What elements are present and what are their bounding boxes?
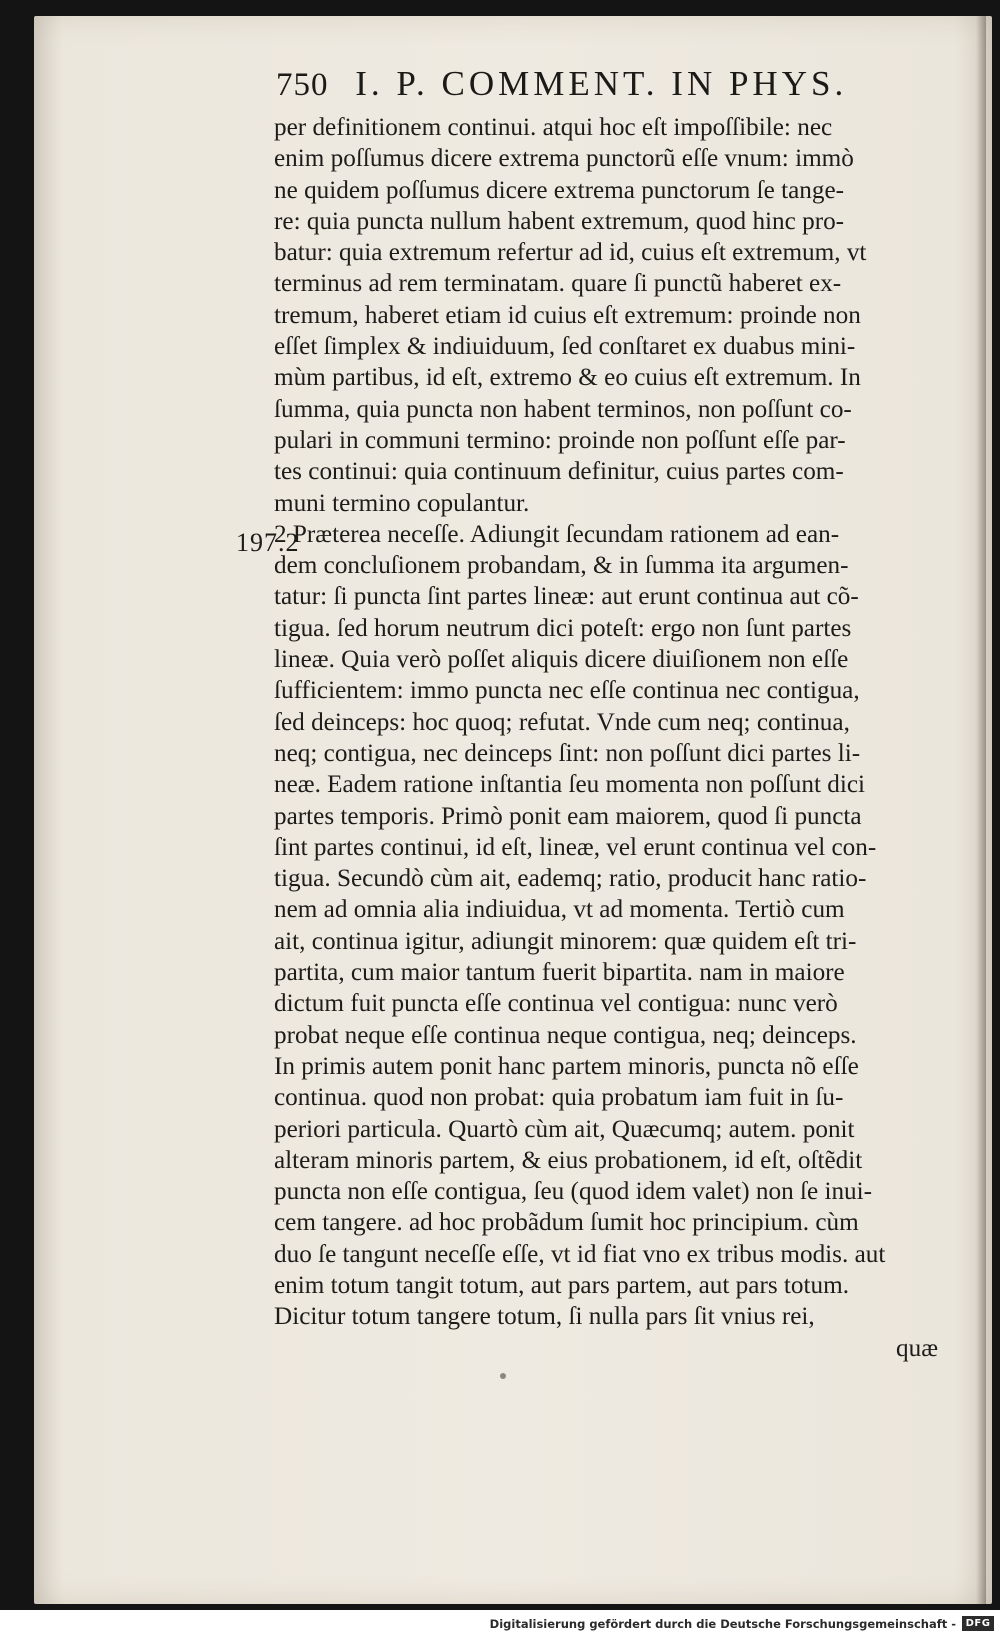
text-line: tigua. ſed horum neutrum dici poteſt: ergo non ſunt partes	[274, 614, 852, 642]
text-line: neq; contigua, nec deinceps ſint: non poſſunt dici partes li-	[274, 739, 861, 767]
footer-bar	[0, 1612, 1000, 1638]
text-line: ait, continua igitur, adiungit minorem: quæ quidem eſt tri-	[274, 927, 857, 955]
text-line: duo ſe tangunt neceſſe eſſe, vt id fiat vno ex tribus modis. aut	[274, 1240, 886, 1268]
ink-smudge	[500, 1373, 506, 1379]
text-line: tremum, haberet etiam id cuius eſt extremum: proinde non	[274, 301, 861, 329]
text-line: ſint partes continui, id eſt, lineæ, vel erunt continua vel con-	[274, 833, 877, 861]
text-line: re: quia puncta nullum habent extremum, quod hinc pro-	[274, 207, 845, 235]
text-line: ſed deinceps: hoc quoq; refutat. Vnde cum neq; continua,	[274, 708, 850, 736]
text-line: enim poſſumus dicere extrema punctorũ eſſe vnum: immò	[274, 145, 854, 173]
text-line: In primis autem ponit hanc partem minoris, puncta nõ eſſe	[274, 1052, 859, 1080]
running-title: I. P. COMMENT. IN PHYS.	[355, 64, 848, 103]
funding-credit: Digitalisierung gefördert durch die Deutsche Forschungsgemeinschaft -	[489, 1617, 956, 1631]
text-line: tatur: ſi puncta ſint partes lineæ: aut erunt continua aut cõ-	[274, 583, 859, 611]
text-line: periori particula. Quartò cùm ait, Quæcumq; autem. ponit	[274, 1115, 855, 1143]
text-line: cem tangere. ad hoc probãdum ſumit hoc principium. cùm	[274, 1209, 859, 1237]
text-line: per definitionem continui. atqui hoc eſt impoſſibile: nec	[274, 114, 833, 141]
body-text	[274, 112, 966, 1364]
text-line: nem ad omnia alia indiuidua, vt ad momenta. Tertiò cum	[274, 896, 845, 924]
text-line: lineæ. Quia verò poſſet aliquis dicere diuiſionem non eſſe	[274, 646, 849, 674]
text-line: partes temporis. Primò ponit eam maiorem, quod ſi puncta	[274, 802, 862, 830]
text-line: 2 Præterea neceſſe. Adiungit ſecundam rationem ad ean-	[274, 520, 840, 548]
catchword: quæ	[896, 1334, 938, 1362]
text-line: probat neque eſſe continua neque contigua, neq; deinceps.	[274, 1021, 857, 1049]
text-line: puncta non eſſe contigua, ſeu (quod idem valet) non ſe inui-	[274, 1178, 873, 1206]
text-line: neæ. Eadem ratione inſtantia ſeu momenta non poſſunt dici	[274, 771, 866, 799]
text-line: ne quidem poſſumus dicere extrema punctorum ſe tange-	[274, 176, 845, 204]
text-line: eſſet ſimplex & indiuiduum, ſed conſtaret ex duabus mini-	[274, 333, 856, 361]
text-line: muni termino copulantur.	[274, 489, 530, 517]
text-line: tigua. Secundò cùm ait, eademq; ratio, producit hanc ratio-	[274, 865, 867, 893]
text-line: mùm partibus, id eſt, extremo & eo cuius eſt extremum. In	[274, 364, 861, 392]
text-line: ſumma, quia puncta non habent terminos, non poſſunt co-	[274, 395, 852, 423]
text-line: Dicitur totum tangere totum, ſi nulla pars ſit vnius rei,	[274, 1303, 815, 1331]
text-line: terminus ad rem terminatam. quare ſi punctũ haberet ex-	[274, 270, 842, 298]
text-line: continua. quod non probat: quia probatum iam fuit in ſu-	[274, 1084, 844, 1112]
running-head	[276, 64, 936, 110]
text-line: tes continui: quia continuum definitur, cuius partes com-	[274, 458, 844, 486]
dfg-logo: DFG	[962, 1616, 994, 1631]
text-line: alteram minoris partem, & eius probationem, id eſt, oſtẽdit	[274, 1146, 863, 1174]
text-line: dem concluſionem probandam, & in ſumma ita argumen-	[274, 552, 849, 580]
text-line: batur: quia extremum refertur ad id, cuius eſt extremum, vt	[274, 239, 867, 267]
text-line: partita, cum maior tantum fuerit bipartita. nam in maiore	[274, 959, 845, 987]
page-gutter-shadow	[976, 16, 986, 1604]
text-line: dictum fuit puncta eſſe continua vel contigua: nunc verò	[274, 990, 838, 1018]
margin-reference: 197.2	[236, 528, 300, 557]
text-line: enim totum tangit totum, aut pars partem, aut pars totum.	[274, 1271, 850, 1299]
text-line: ſufficientem: immo puncta nec eſſe continua nec contigua,	[274, 677, 860, 705]
page-number: 750	[276, 67, 329, 103]
text-line: pulari in communi termino: proinde non poſſunt eſſe par-	[274, 426, 846, 454]
